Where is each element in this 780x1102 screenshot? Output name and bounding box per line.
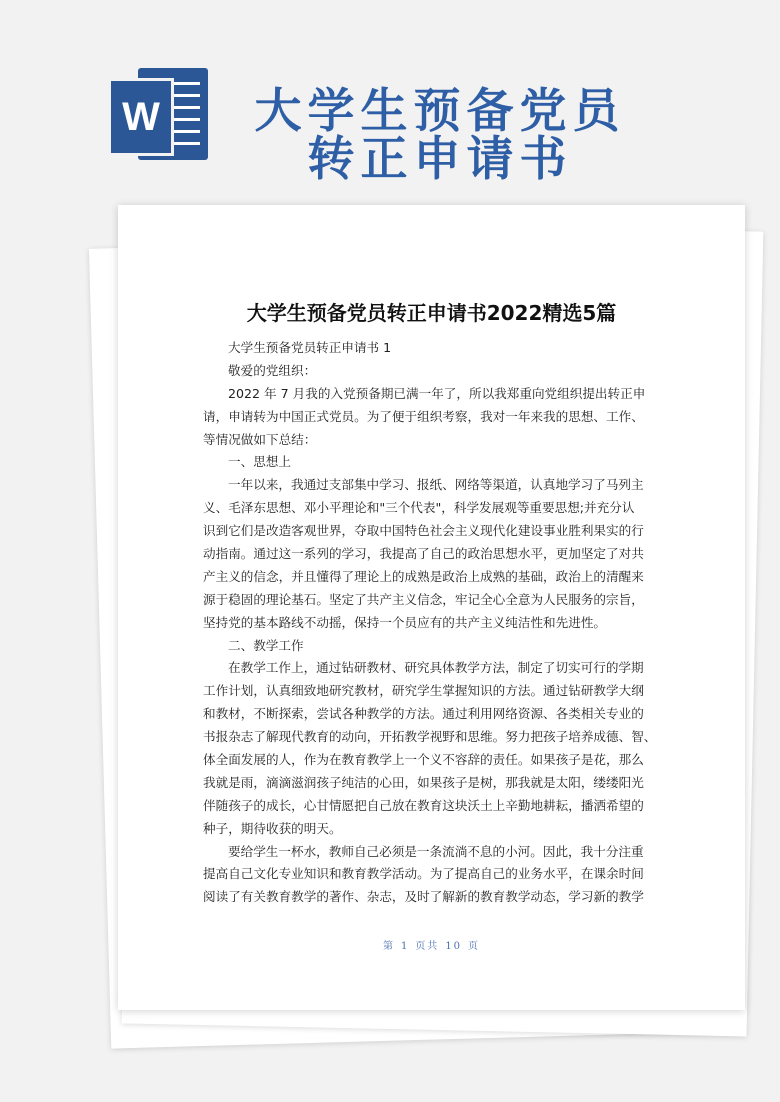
text-line: 种子，期待收获的明天。 bbox=[203, 820, 342, 836]
text-line: 一、思想上 bbox=[228, 454, 291, 470]
text-line: 2022 年 7 月我的入党预备期已满一年了，所以我郑重向党组织提出转正申 bbox=[228, 385, 646, 401]
banner-title-line2: 转正申请书 bbox=[307, 132, 573, 187]
document-page bbox=[118, 205, 745, 1010]
text-line: 二、教学工作 bbox=[228, 637, 304, 653]
text-line: 提高自己文化专业知识和教育教学活动。为了提高自己的业务水平，在课余时间 bbox=[203, 866, 644, 882]
footer-mid: 页共 bbox=[415, 941, 440, 952]
text-line: 在教学工作上，通过钻研教材、研究具体教学方法，制定了切实可行的学期 bbox=[228, 660, 644, 676]
text-line: 义、毛泽东思想、邓小平理论和"三个代表"，科学发展观等重要思想;并充分认 bbox=[203, 500, 635, 516]
text-line: 大学生预备党员转正申请书 1 bbox=[228, 340, 392, 355]
footer-prefix: 第 bbox=[382, 941, 395, 952]
footer-total-pages: 10 bbox=[445, 941, 463, 952]
text-line: 识到它们是改造客观世界，夺取中国特色社会主义现代化建设事业胜利果实的行 bbox=[203, 523, 644, 539]
text-line: 伴随孩子的成长，心甘情愿把自己放在教育这块沃土上辛勤地耕耘，播洒希望的 bbox=[203, 797, 644, 813]
footer-suffix: 页 bbox=[468, 941, 481, 952]
text-line: 书报杂志了解现代教育的动向，开拓教学视野和思维。努力把孩子培养成德、智、 bbox=[203, 729, 657, 745]
text-line: 一年以来，我通过支部集中学习、报纸、网络等渠道，认真地学习了马列主 bbox=[228, 477, 644, 493]
text-line: 阅读了有关教育教学的著作、杂志，及时了解新的教育教学动态，学习新的教学 bbox=[203, 889, 644, 905]
text-line: 和教材，不断探索，尝试各种教学的方法。通过利用网络资源、各类相关专业的 bbox=[203, 706, 644, 722]
text-line: 体全面发展的人，作为在教育教学上一个义不容辞的责任。如果孩子是花，那么 bbox=[203, 752, 644, 768]
text-line: 等情况做如下总结： bbox=[203, 431, 317, 447]
document-title: 大学生预备党员转正申请书2022精选5篇 bbox=[246, 301, 617, 325]
banner-title-line1: 大学生预备党员 bbox=[254, 84, 626, 139]
text-line: 源于稳固的理论基石。坚定了共产主义信念，牢记全心全意为人民服务的宗旨， bbox=[203, 591, 644, 607]
text-line: 动指南。通过这一系列的学习，我提高了自己的政治思想水平，更加坚定了对共 bbox=[203, 546, 644, 562]
text-line: 要给学生一杯水，教师自己必须是一条流淌不息的小河。因此，我十分注重 bbox=[228, 843, 644, 859]
word-letter-badge: W bbox=[108, 78, 174, 156]
page-footer bbox=[118, 937, 745, 952]
text-line: 敬爱的党组织： bbox=[228, 362, 317, 378]
document-body bbox=[203, 337, 657, 909]
text-line: 工作计划，认真细致地研究教材，研究学生掌握知识的方法。通过钻研教学大纲 bbox=[203, 683, 644, 699]
text-line: 请，申请转为中国正式党员。为了便于组织考察，我对一年来我的思想、工作、 bbox=[203, 408, 644, 424]
word-icon bbox=[108, 68, 208, 160]
text-line: 产主义的信念，并且懂得了理论上的成熟是政治上成熟的基础，政治上的清醒来 bbox=[203, 568, 644, 584]
text-line: 坚持党的基本路线不动摇，保持一个员应有的共产主义纯洁性和先进性。 bbox=[203, 614, 606, 630]
footer-page-number: 1 bbox=[400, 941, 410, 952]
text-line: 我就是雨，滴滴滋润孩子纯洁的心田，如果孩子是树，那我就是太阳，缕缕阳光 bbox=[203, 774, 644, 790]
